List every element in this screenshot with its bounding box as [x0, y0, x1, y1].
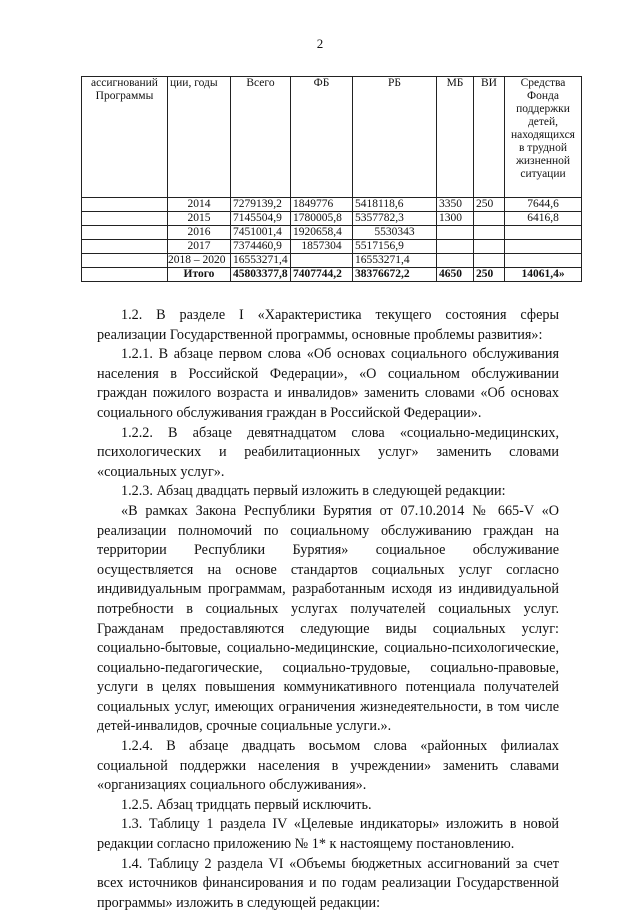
year-cell: 2014 [168, 198, 231, 212]
rb-cell: 5357782,3 [353, 212, 437, 226]
mb-cell: 1300 [437, 212, 474, 226]
page-number: 2 [316, 36, 324, 51]
vi-cell [474, 254, 505, 268]
total-cell: 45803377,8 [231, 268, 291, 282]
year-cell: 2018 – 2020 [168, 254, 231, 268]
mb-cell [437, 254, 474, 268]
paragraph: 1.2.2. В абзаце девятнадцатом слова «социально-медицинских, психологических и реабилитационных услуг» заменить словами «социальных услуг». [97, 424, 559, 480]
header-cell: МБ [437, 77, 474, 198]
fb-cell [291, 254, 353, 268]
paragraph: 1.3. Таблицу 1 раздела IV «Целевые индикаторы» изложить в новой редакции согласно приложению № 1* к настоящему постановлению. [97, 816, 559, 853]
fund-cell [505, 254, 582, 268]
rb-cell: 38376672,2 [353, 268, 437, 282]
fund-cell [505, 240, 582, 254]
header-cell: ассигнований Программы [82, 77, 168, 198]
paragraph: 1.2.5. Абзац тридцать первый исключить. [121, 796, 372, 813]
rb-cell: 5418118,6 [353, 198, 437, 212]
table-row [82, 226, 582, 240]
vi-cell [474, 226, 505, 240]
total-cell: 7374460,9 [231, 240, 291, 254]
header-cell: ФБ [291, 77, 353, 198]
fund-cell [505, 226, 582, 240]
rb-cell: 16553271,4 [353, 254, 437, 268]
vi-cell [474, 240, 505, 254]
paragraph: «В рамках Закона Республики Бурятия от 07.10.2014 № 665-V «О реализации полномочий по социальному обслуживанию граждан на территории Республики Бурятия» социальное обслуживание осуществляется на основе стандартов социальных услуг согласно индивидуальным программам, разработанным исходя из индивидуальной потребности в социальных услугах получателей социальных услуг. Гражданам предоставляются следующие виды социальных услуг: социально-бытовые, социально-медицинские, социально-психологические, социально-педагогические, социально-трудовые, социально-правовые, услуги в целях повышения коммуникативного потенциала получателей социальных услуг, имеющих ограничения жизнедеятельности, в том числе детей-инвалидов, срочные социальные услуги.». [97, 502, 559, 735]
fb-cell: 1780005,8 [291, 212, 353, 226]
vi-cell [474, 212, 505, 226]
header-cell: ции, годы [168, 77, 231, 198]
mb-cell: 4650 [437, 268, 474, 282]
table-row [82, 198, 582, 212]
fund-cell: 7644,6 [505, 198, 582, 212]
total-cell: 7145504,9 [231, 212, 291, 226]
header-cell: Средства Фонда поддержки детей, находящихся в трудной жизненной ситуации [505, 77, 582, 198]
paragraph: 1.2.3. Абзац двадцать первый изложить в следующей редакции: [121, 483, 506, 500]
total-cell: 7279139,2 [231, 198, 291, 212]
total-cell: 16553271,4 [231, 254, 291, 268]
paragraph: 1.2.4. В абзаце двадцать восьмом слова «районных филиалах социальной поддержки населения в учреждении» заменить славами «организациях социального обслуживания». [97, 738, 559, 794]
table-header-row [82, 77, 582, 198]
fb-cell: 1920658,4 [291, 226, 353, 240]
document-body [97, 306, 559, 913]
total-cell: 7451001,4 [231, 226, 291, 240]
paragraph: 1.2.1. В абзаце первом слова «Об основах социального обслуживания населения в Российской Федерации», «О социальном обслуживании граждан пожилого возраста и инвалидов» заменить словами «Об основах социального обслуживания граждан в Российской Федерации». [97, 346, 559, 421]
total-label-cell: Итого [168, 268, 231, 282]
vi-cell: 250 [474, 198, 505, 212]
header-cell: ВИ [474, 77, 505, 198]
mb-cell [437, 240, 474, 254]
table-row [82, 254, 582, 268]
paragraph: 1.2. В разделе I «Характеристика текущего состояния сферы реализации Государственной программы, основные проблемы развития»: [97, 307, 559, 343]
header-cell: РБ [353, 77, 437, 198]
header-cell: Всего [231, 77, 291, 198]
rb-cell: 5530343 [353, 226, 437, 240]
rb-cell: 5517156,9 [353, 240, 437, 254]
paragraph: 1.4. Таблицу 2 раздела VI «Объемы бюджетных ассигнований за счет всех источников финансирования и по годам реализации Государственной программы» изложить в следующей редакции: [97, 855, 559, 911]
fund-cell: 14061,4» [505, 268, 582, 282]
fb-cell: 1857304 [291, 240, 353, 254]
table-total-row [82, 268, 582, 282]
year-cell: 2017 [168, 240, 231, 254]
table-row [82, 240, 582, 254]
fb-cell: 7407744,2 [291, 268, 353, 282]
mb-cell: 3350 [437, 198, 474, 212]
year-cell: 2016 [168, 226, 231, 240]
fb-cell: 1849776 [291, 198, 353, 212]
fund-cell: 6416,8 [505, 212, 582, 226]
mb-cell [437, 226, 474, 240]
budget-table [81, 76, 582, 282]
year-cell: 2015 [168, 212, 231, 226]
vi-cell: 250 [474, 268, 505, 282]
table-row [82, 212, 582, 226]
